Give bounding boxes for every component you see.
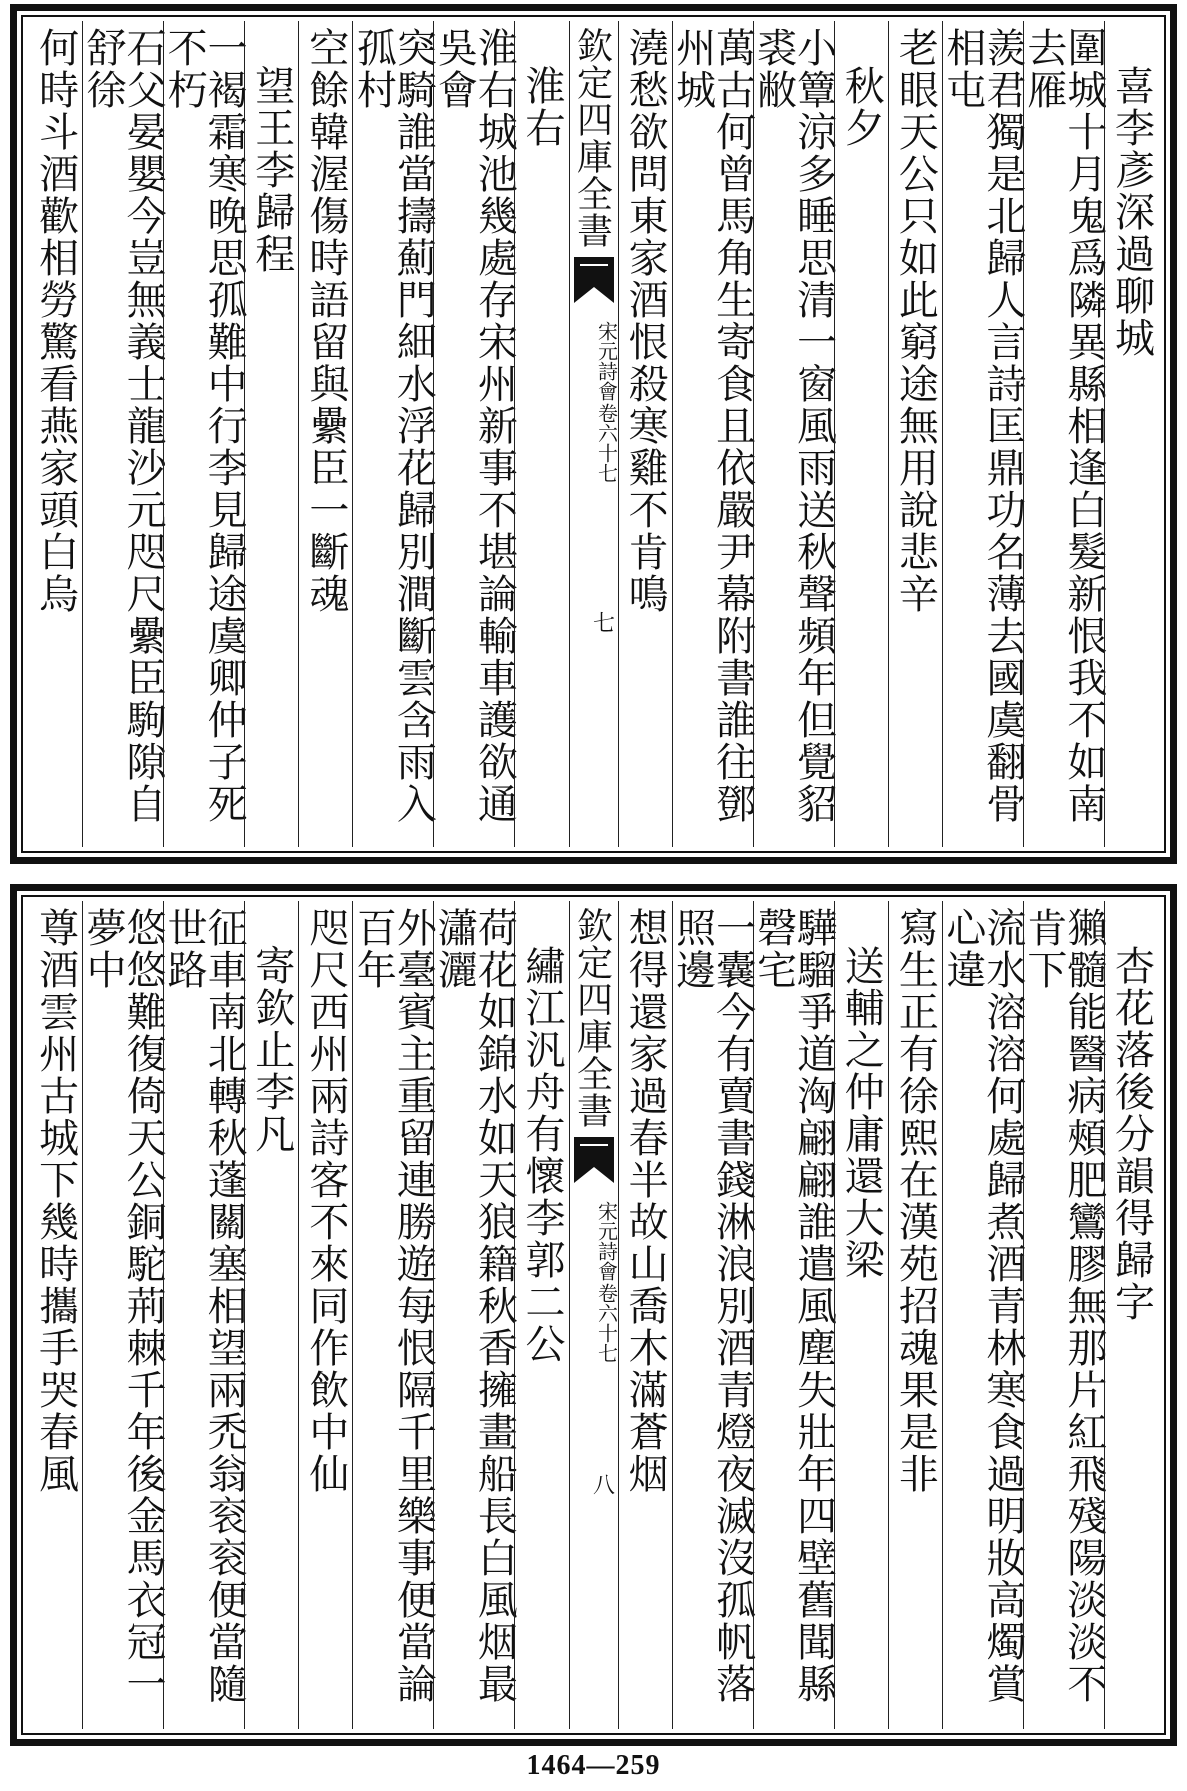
page-footer-number: 1464—259 [526,1750,661,1781]
poem-line: 淮右城池幾處存宋州新事不堪論輸車護欲通吳會 [433,21,514,847]
poem-line: 一褐霜寒晚思孤難中行李見歸途虞卿仲子死不朽 [163,21,244,847]
poem-line: 外臺賓主重留連勝遊每恨隔千里樂事便當論百年 [352,901,433,1729]
poem-line: 萬古何曾馬角生寄食且依嚴尹幕附書誰往鄧州城 [672,21,753,847]
poem-title: 送輔之仲庸還大梁 [834,901,888,1729]
poem-line: 一囊今有賣書錢淋浪別酒青燈夜滅沒孤帆落照邊 [672,901,753,1729]
poem-line: 石父晏嬰今豈無義士龍沙元咫尺纍臣駒隙自舒徐 [82,21,163,847]
poem-title: 繡江汎舟有懷李郭二公 [514,901,568,1729]
volume-number: 卷六十七 [594,1283,619,1363]
volume-label [570,1201,618,1363]
columns-bottom [29,901,1158,1729]
poem-line: 圍城十月鬼爲隣異縣相逢白髮新恨我不如南去雁 [1023,21,1104,847]
collection-name: 宋元詩會 [594,1201,619,1281]
poem-line: 突騎誰當擣薊門細水浮花歸別澗斷雲含雨入孤村 [352,21,433,847]
fish-tail-mark-icon [574,257,614,303]
poem-line: 何時斗酒歡相勞驚看燕家頭白烏 [32,27,79,615]
poem-title: 淮右 [514,21,568,847]
poem-line: 尊酒雲州古城下幾時攜手哭春風 [32,907,79,1495]
poem-line: 悠悠難復倚天公銅駝荊棘千年後金馬衣冠一夢中 [82,901,163,1729]
poem-line: 羨君獨是北歸人言詩匡鼎功名薄去國虞翻骨相屯 [942,21,1023,847]
poem-line: 想得還家過春半故山喬木滿蒼烟 [618,901,672,1729]
poem-line: 征車南北轉秋蓬關塞相望兩禿翁衮衮便當隨世路 [163,901,244,1729]
center-gutter [569,21,618,847]
poem-line: 荷花如錦水如天狼籍秋香擁畫船長白風烟最瀟灑 [433,901,514,1729]
collection-name: 宋元詩會 [594,321,619,401]
center-gutter [569,901,618,1729]
banner-title: 欽定四庫全書 [571,27,613,249]
poem-title: 杏花落後分韻得歸字 [1104,901,1158,1729]
poem-title: 秋夕 [834,21,888,847]
poem-line: 空餘韓渥傷時語留與纍臣一斷魂 [298,21,352,847]
poem-line: 驊騮爭道洶翩翩誰遣風塵失壯年四壁舊聞縣磬宅 [753,901,834,1729]
poem-line: 澆愁欲問東家酒恨殺寒雞不肯鳴 [618,21,672,847]
page-top [10,4,1177,864]
poem-line: 咫尺西州兩詩客不來同作飲中仙 [298,901,352,1729]
volume-number: 卷六十七 [594,403,619,483]
banner-title: 欽定四庫全書 [571,907,613,1129]
poem-line: 小簟涼多睡思清一窗風雨送秋聲頻年但覺貂裘敝 [753,21,834,847]
leaf-number: 七 [589,611,615,633]
poem-line: 寫生正有徐熙在漢苑招魂果是非 [888,901,942,1729]
fish-tail-mark-icon [574,1137,614,1183]
columns-top [29,21,1158,847]
poem-line: 老眼天公只如此窮途無用說悲辛 [888,21,942,847]
poem-line: 獺髓能醫病頰肥鸞膠無那片紅飛殘陽淡淡不肯下 [1023,901,1104,1729]
poem-title: 寄欽止李凡 [244,901,298,1729]
poem-line: 流水溶溶何處歸煮酒青林寒食過明妝高燭賞心違 [942,901,1023,1729]
page-bottom [10,884,1177,1746]
volume-label [570,321,618,483]
leaf-number: 八 [589,1473,615,1495]
poem-title: 喜李彥深過聊城 [1104,21,1158,847]
poem-title: 望王李歸程 [244,21,298,847]
